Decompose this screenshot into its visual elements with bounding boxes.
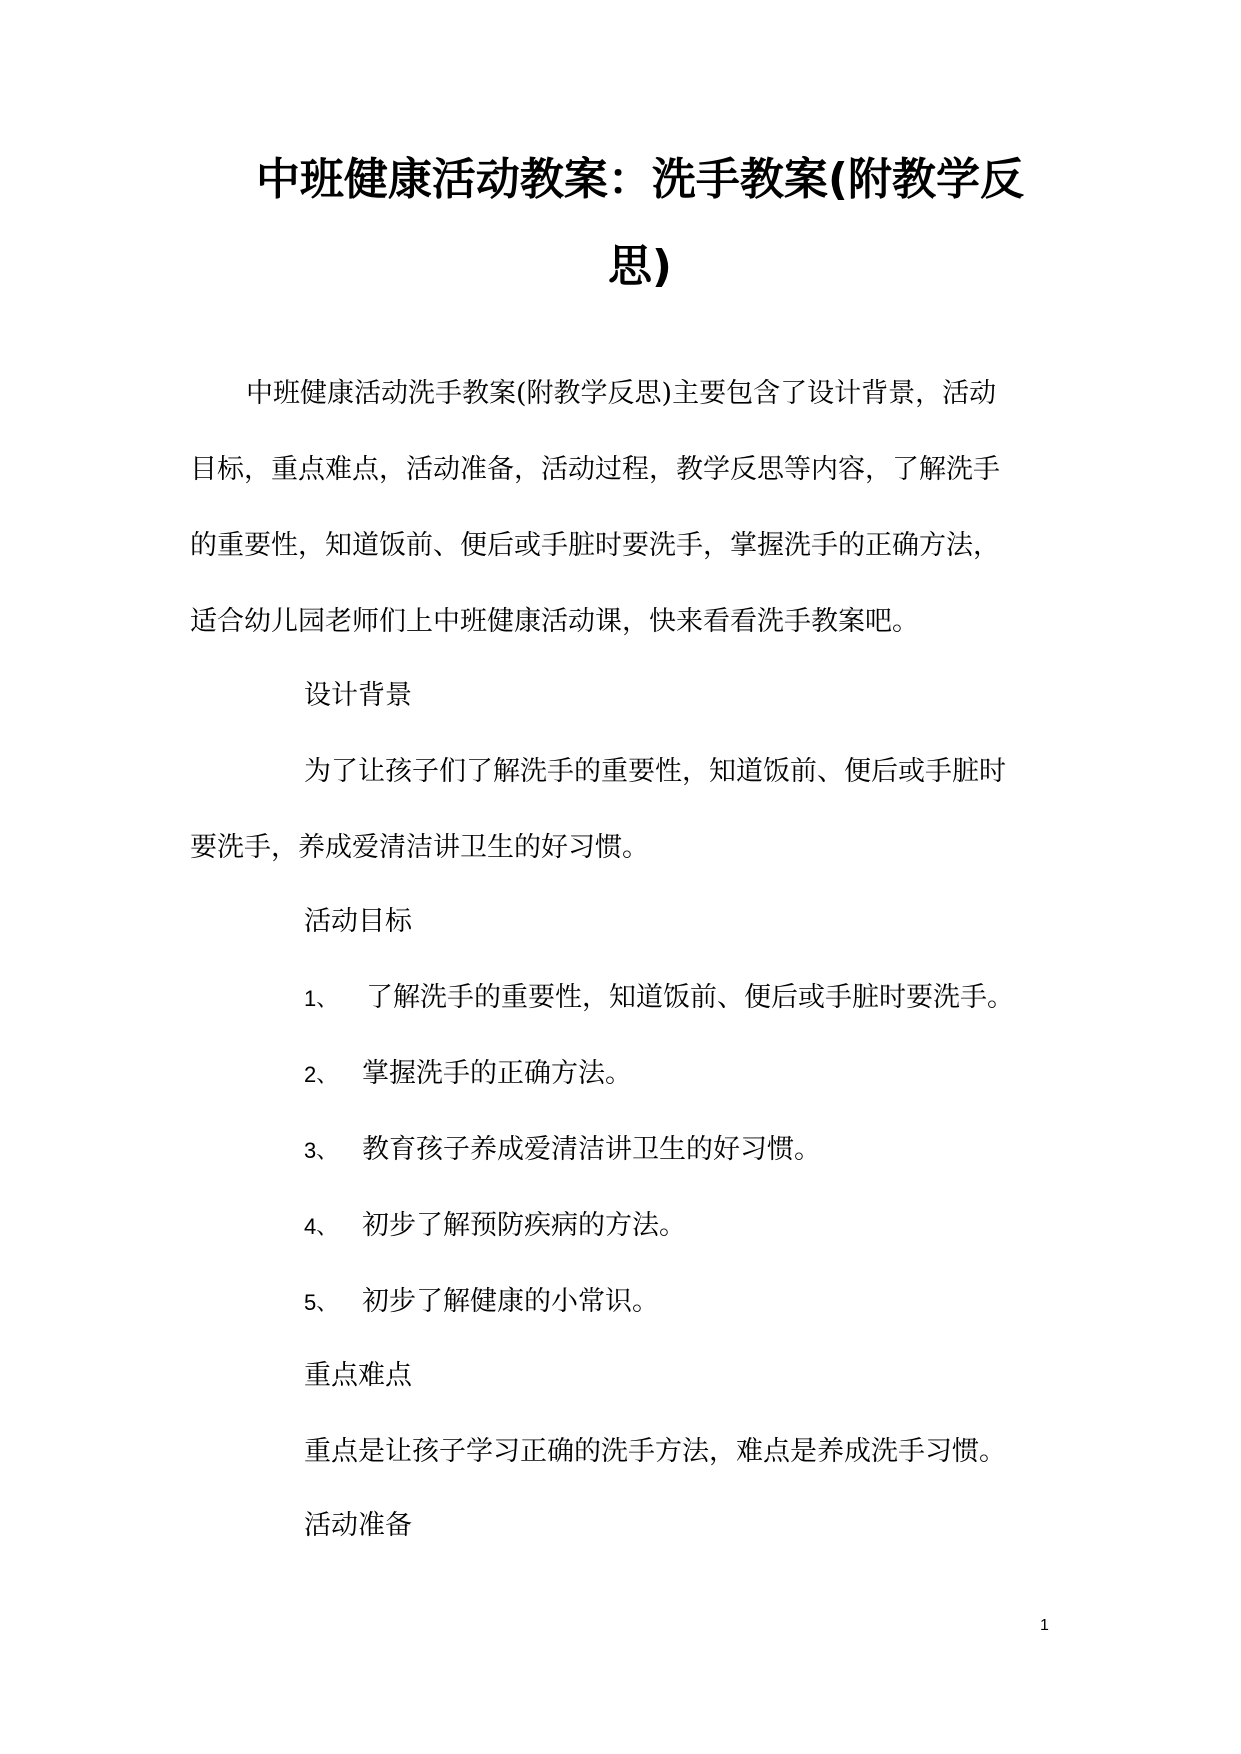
page-number: 1 <box>1040 1617 1049 1634</box>
goal-number-2: 2、 <box>304 1062 339 1087</box>
section-heading-design-background: 设计背景 <box>304 680 412 711</box>
goal-text-1: 了解洗手的重要性，知道饭前、便后或手脏时要洗手。 <box>366 982 1014 1013</box>
goal-number-1: 1、 <box>304 986 339 1011</box>
goal-number-5: 5、 <box>304 1290 339 1315</box>
intro-line-4: 适合幼儿园老师们上中班健康活动课，快来看看洗手教案吧。 <box>190 606 919 637</box>
goal-text-3: 教育孩子养成爱清洁讲卫生的好习惯。 <box>362 1134 821 1165</box>
document-title-line-2: 思) <box>607 241 673 292</box>
section-heading-goals: 活动目标 <box>304 906 412 937</box>
goal-text-5: 初步了解健康的小常识。 <box>362 1286 659 1317</box>
key-points-text: 重点是让孩子学习正确的洗手方法，难点是养成洗手习惯。 <box>304 1436 1006 1467</box>
section-heading-key-points: 重点难点 <box>304 1360 412 1391</box>
document-title-line-1: 中班健康活动教案：洗手教案(附教学反 <box>255 154 1025 205</box>
design-background-line-2: 要洗手，养成爱清洁讲卫生的好习惯。 <box>190 832 649 863</box>
goal-number-4: 4、 <box>304 1214 339 1239</box>
intro-line-1: 中班健康活动洗手教案(附教学反思)主要包含了设计背景，活动 <box>246 378 997 409</box>
intro-line-2: 目标，重点难点，活动准备，活动过程，教学反思等内容，了解洗手 <box>190 454 1000 485</box>
goal-text-2: 掌握洗手的正确方法。 <box>362 1058 632 1089</box>
goal-text-4: 初步了解预防疾病的方法。 <box>362 1210 686 1241</box>
section-heading-preparation: 活动准备 <box>304 1510 412 1541</box>
goal-number-3: 3、 <box>304 1138 339 1163</box>
intro-line-3: 的重要性，知道饭前、便后或手脏时要洗手，掌握洗手的正确方法， <box>190 530 1000 561</box>
design-background-line-1: 为了让孩子们了解洗手的重要性，知道饭前、便后或手脏时 <box>304 756 1006 787</box>
